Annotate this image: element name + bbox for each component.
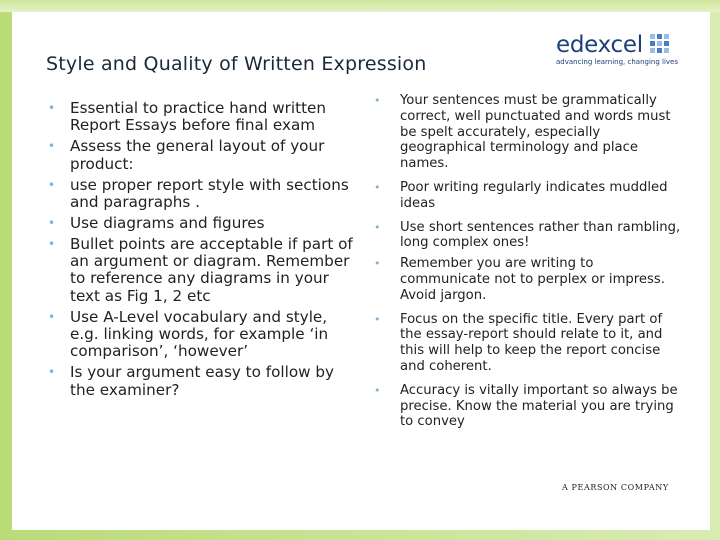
list-item: • Bullet points are acceptable if part of an argument or diagram. Remember to reference any diagrams in your text as Fig 1, 2 etc xyxy=(48,236,358,305)
edexcel-logo xyxy=(556,32,676,72)
right-bullet-list xyxy=(374,93,684,430)
list-item: • Assess the general layout of your product: xyxy=(48,138,358,173)
list-item: • Remember you are writing to communicate not to perplex or impress. Avoid jargon. xyxy=(374,256,684,303)
list-item: • Use diagrams and figures xyxy=(48,215,358,232)
list-item: • use proper report style with sections and paragraphs . xyxy=(48,177,358,212)
list-item: • Poor writing regularly indicates muddled ideas xyxy=(374,180,684,212)
slide-frame-top xyxy=(0,0,720,12)
logo-tagline: advancing learning, changing lives xyxy=(556,58,678,66)
list-item: • Accuracy is vitally important so always be precise. Know the material you are trying to convey xyxy=(374,383,684,430)
list-item: • Focus on the specific title. Every part of the essay-report should relate to it, and this will help to keep the report concise and coherent. xyxy=(374,312,684,375)
list-item: • Use A-Level vocabulary and style, e.g. linking words, for example ‘in comparison’, ‘however’ xyxy=(48,309,358,361)
list-item: • Essential to practice hand written Report Essays before final exam xyxy=(48,100,358,135)
left-bullet-list xyxy=(48,100,358,403)
pearson-footer: A PEARSON COMPANY xyxy=(562,483,669,492)
list-item: • Your sentences must be grammatically correct, well punctuated and words must be spelt accurately, especially geographical terminology and place names. xyxy=(374,93,684,172)
list-item: • Is your argument easy to follow by the examiner? xyxy=(48,364,358,399)
logo-grid-icon xyxy=(650,34,669,53)
list-item: • Use short sentences rather than rambling, long complex ones! xyxy=(374,220,684,252)
slide-title: Style and Quality of Written Expression xyxy=(46,53,427,75)
logo-wordmark: edexcel xyxy=(556,32,643,58)
